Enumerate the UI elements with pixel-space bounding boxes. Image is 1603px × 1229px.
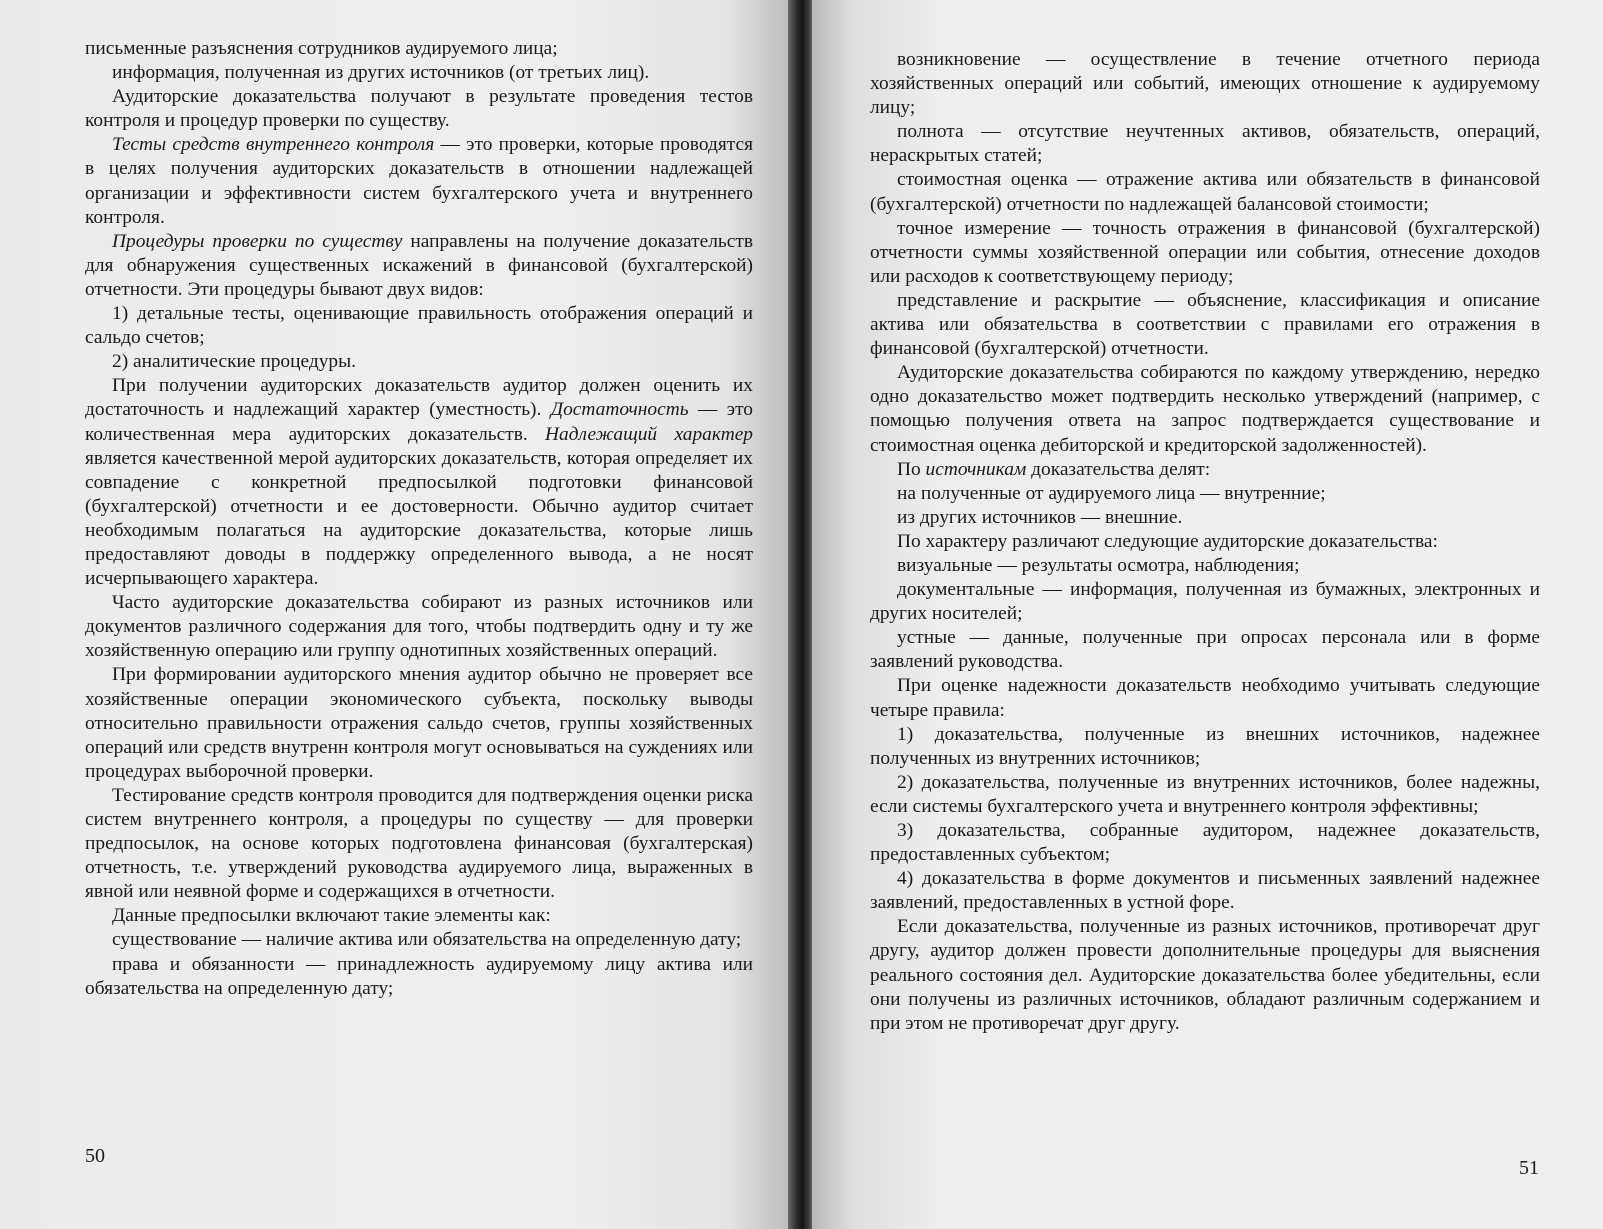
paragraph: [85, 61, 753, 85]
text-run: из других источников — внешние.: [897, 506, 1183, 528]
text-run: Данные предпосылки включают такие элементы как:: [112, 905, 551, 927]
paragraph: [870, 48, 1540, 120]
paragraph: [870, 578, 1540, 626]
text-run: права и обязанности — принадлежность аудируемому лицу актива или обязательства на определенную дату;: [85, 953, 753, 999]
text-run: стоимостная оценка — отражение актива или обязательств в финансовой (бухгалтерской) отчетности по надлежащей балансовой стоимости;: [870, 169, 1540, 215]
text-run: 4) доказательства в форме документов и письменных заявлений надежнее заявлений, предоставленных в устной форе.: [870, 868, 1540, 914]
text-run: При получении аудиторских доказательств аудитор должен оценить их достаточность и надлежащий характер (уместность).: [85, 375, 753, 421]
paragraph: [85, 230, 753, 302]
paragraph: [85, 928, 753, 952]
text-run: документальные — информация, полученная из бумажных, электронных и других носителей;: [870, 579, 1540, 625]
text-run: является качественной мерой аудиторских доказательств, которая определяет их совпадение с конкретной предпосылкой подготовки финансовой (бухгалтерской) отчетности и ее достоверности. Обычно аудитор считает необходимым полагаться на аудиторские доказательства, которые лишь предоставляют доводы в поддержку определенного вывода, а не носят исчерпывающего характера.: [85, 447, 753, 590]
paragraph: [85, 37, 753, 61]
paragraph: [85, 133, 753, 229]
paragraph: [870, 482, 1540, 506]
paragraph: [870, 168, 1540, 216]
paragraph: [870, 723, 1540, 771]
text-run: 1) доказательства, полученные из внешних источников, надежнее полученных из внутренних источников;: [870, 723, 1540, 769]
paragraph: [870, 120, 1540, 168]
text-run: Аудиторские доказательства получают в результате проведения тестов контроля и процедур проверки по существу.: [85, 86, 753, 132]
right-page-text: [870, 48, 1540, 1036]
italic-term: Процедуры проверки по существу: [112, 230, 403, 252]
text-run: По характеру различают следующие аудиторские доказательства:: [897, 530, 1438, 552]
italic-term: Тесты средств внутреннего контроля: [112, 134, 435, 156]
paragraph: [870, 361, 1540, 457]
text-run: представление и раскрытие — объяснение, классификация и описание актива или обязательства в соответствии с правилами его отражения в финансовой (бухгалтерской) отчетности.: [870, 289, 1540, 360]
text-run: на полученные от аудируемого лица — внутренние;: [897, 482, 1326, 504]
text-run: При формировании аудиторского мнения аудитор обычно не проверяет все хозяйственные операции экономического субъекта, поскольку выводы относительно правильности отражения сальдо счетов, группы хозяйственных операций или средств внутренн контроля могут основываться на суждениях или процедурах выборочной проверки.: [85, 664, 753, 782]
text-run: — это проверки, которые проводятся в целях получения аудиторских доказательств в отношении надлежащей организации и эффективности систем бухгалтерского учета и внутреннего контроля.: [85, 134, 753, 228]
paragraph: [85, 784, 753, 904]
text-run: По: [897, 458, 926, 480]
book-gutter: [788, 0, 814, 1229]
italic-term: Надлежащий характер: [545, 423, 753, 445]
italic-term: источникам: [925, 458, 1027, 480]
paragraph: [85, 374, 753, 591]
text-run: 1) детальные тесты, оценивающие правильность отображения операций и сальдо счетов;: [85, 303, 753, 349]
text-run: Часто аудиторские доказательства собирают из разных источников или документов различного содержания для того, чтобы подтвердить одну и ту же хозяйственную операцию или группу однотипных хозяйственных операций.: [85, 592, 753, 662]
text-run: 2) доказательства, полученные из внутренних источников, более надежны, если системы бухгалтерского учета и внутреннего контроля эффективны;: [870, 771, 1540, 817]
text-run: доказательства делят:: [1026, 458, 1211, 480]
paragraph: [85, 904, 753, 928]
text-run: полнота — отсутствие неучтенных активов, обязательств, операций, нераскрытых статей;: [870, 121, 1540, 167]
paragraph: [870, 819, 1540, 867]
paragraph: [85, 302, 753, 350]
text-run: Тестирование средств контроля проводится для подтверждения оценки риска систем внутреннего контроля, а процедуры по существу — для проверки предпосылок, на основе которых подготовлена финансовая (бухгалтерская) отчетность, т.е. утверждений руководства аудируемого лица, выраженных в явной или неявной форме и содержащихся в отчетности.: [85, 784, 753, 903]
paragraph: [85, 350, 753, 374]
paragraph: [870, 771, 1540, 819]
paragraph: [870, 458, 1540, 482]
right-page: [812, 0, 1603, 1229]
text-run: письменные разъяснения сотрудников аудируемого лица;: [85, 38, 558, 59]
paragraph: [870, 530, 1540, 554]
italic-term: Достаточность: [550, 399, 689, 421]
right-page-number: 51: [1519, 1157, 1539, 1179]
text-run: Аудиторские доказательства собираются по каждому утверждению, нередко одно доказательство может подтвердить несколько утверждений (например, с помощью получения ответа на запрос подтверждается существование и стоимостная оценка дебиторской и кредиторской задолженностей).: [870, 362, 1540, 456]
text-run: При оценке надежности доказательств необходимо учитывать следующие четыре правила:: [870, 675, 1540, 721]
paragraph: [870, 506, 1540, 530]
text-run: возникновение — осуществление в течение отчетного периода хозяйственных операций или событий, имеющих отношение к аудируемому лицу;: [870, 49, 1540, 119]
text-run: Если доказательства, полученные из разных источников, противоречат друг другу, аудитор должен провести дополнительные процедуры для выяснения реального состояния дел. Аудиторские доказательства более убедительны, если они получены из различных источников, обладают различным содержанием и при этом не противоречат друг другу.: [870, 916, 1540, 1034]
text-run: 2) аналитические процедуры.: [112, 351, 356, 373]
paragraph: [870, 554, 1540, 578]
text-run: направлены на получение доказательств для обнаружения существенных искажений в финансовой (бухгалтерской) отчетности. Эти процедуры бывают двух видов:: [85, 230, 753, 300]
paragraph: [870, 289, 1540, 361]
left-page: [0, 0, 790, 1229]
paragraph: [870, 674, 1540, 722]
text-run: — это количественная мера аудиторских доказательств.: [85, 399, 753, 445]
left-page-text: [85, 37, 753, 1001]
text-run: визуальные — результаты осмотра, наблюдения;: [897, 554, 1300, 576]
paragraph: [870, 867, 1540, 915]
paragraph: [85, 663, 753, 783]
paragraph: [870, 217, 1540, 289]
text-run: точное измерение — точность отражения в финансовой (бухгалтерской) отчетности суммы хозяйственной операции или события, отнесение доходов или расходов к соответствующему периоду;: [870, 217, 1540, 287]
left-page-number: 50: [85, 1145, 105, 1167]
paragraph: [85, 591, 753, 663]
text-run: существование — наличие актива или обязательства на определенную дату;: [112, 929, 742, 951]
text-run: устные — данные, полученные при опросах персонала или в форме заявлений руководства.: [870, 627, 1540, 673]
paragraph: [85, 85, 753, 133]
paragraph: [870, 626, 1540, 674]
paragraph: [85, 953, 753, 1001]
text-run: 3) доказательства, собранные аудитором, надежнее доказательств, предоставленных субъектом;: [870, 820, 1540, 866]
text-run: информация, полученная из других источников (от третьих лиц).: [112, 62, 650, 84]
paragraph: [870, 915, 1540, 1035]
